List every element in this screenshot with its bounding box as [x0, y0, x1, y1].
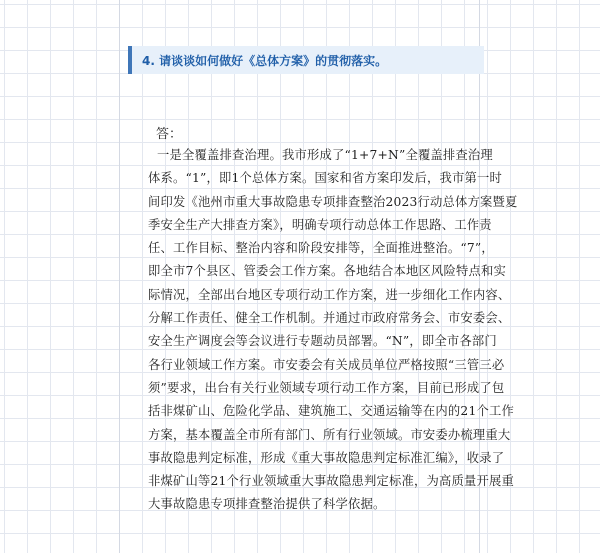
- answer-line: 任、工作目标、整治内容和阶段安排等，全面推进整治。“7”，: [148, 241, 494, 256]
- answer-line: 须”要求，出台有关行业领域专项行动工作方案，目前已形成了包: [148, 380, 505, 395]
- answer-line: 事故隐患判定标准，形成《重大事故隐患判定标准汇编》，收录了: [148, 450, 505, 465]
- answer-line: 非煤矿山等21个行业领域重大事故隐患判定标准，为高质量开展重: [148, 474, 514, 489]
- answer-line: 即全市7个县区、管委会工作方案。各地结合本地区风险特点和实: [148, 264, 506, 279]
- answer-line: 际情况，全部出台地区专项行动工作方案，进一步细化工作内容、: [148, 287, 511, 302]
- answer-line: 大事故隐患专项排查整治提供了科学依据。: [148, 497, 386, 512]
- answer-line: 一是全覆盖排查治理。我市形成了“1+7+N”全覆盖排查治理: [157, 148, 493, 162]
- question-heading-box: [128, 46, 484, 74]
- answer-line: 括非煤矿山、危险化学品、建筑施工、交通运输等在内的21个工作: [148, 404, 514, 419]
- answer-label: 答：: [156, 127, 183, 142]
- answer-line: 分解工作责任、健全工作机制。并通过市政府常务会、市安委会、: [148, 311, 511, 326]
- answer-line: 体系。“1”，即1个总体方案。国家和省方案印发后，我市第一时: [148, 171, 502, 186]
- answer-body: [148, 144, 518, 517]
- question-heading: 4. 请谈谈如何做好《总体方案》的贯彻落实。: [142, 53, 388, 68]
- answer-line: 季安全生产大排查方案》，明确专项行动总体工作思路、工作责: [148, 217, 492, 232]
- answer-line: 间印发《池州市重大事故隐患专项排查整治2023行动总体方案暨夏: [148, 194, 518, 209]
- answer-line: 各行业领域工作方案。市安委会有关成员单位严格按照“三管三必: [148, 357, 505, 372]
- answer-line: 方案，基本覆盖全市所有部门、所有行业领域。市安委办梳理重大: [148, 427, 511, 442]
- answer-line: 安全生产调度会等会议进行专题动员部署。“N”，即全市各部门: [148, 334, 497, 349]
